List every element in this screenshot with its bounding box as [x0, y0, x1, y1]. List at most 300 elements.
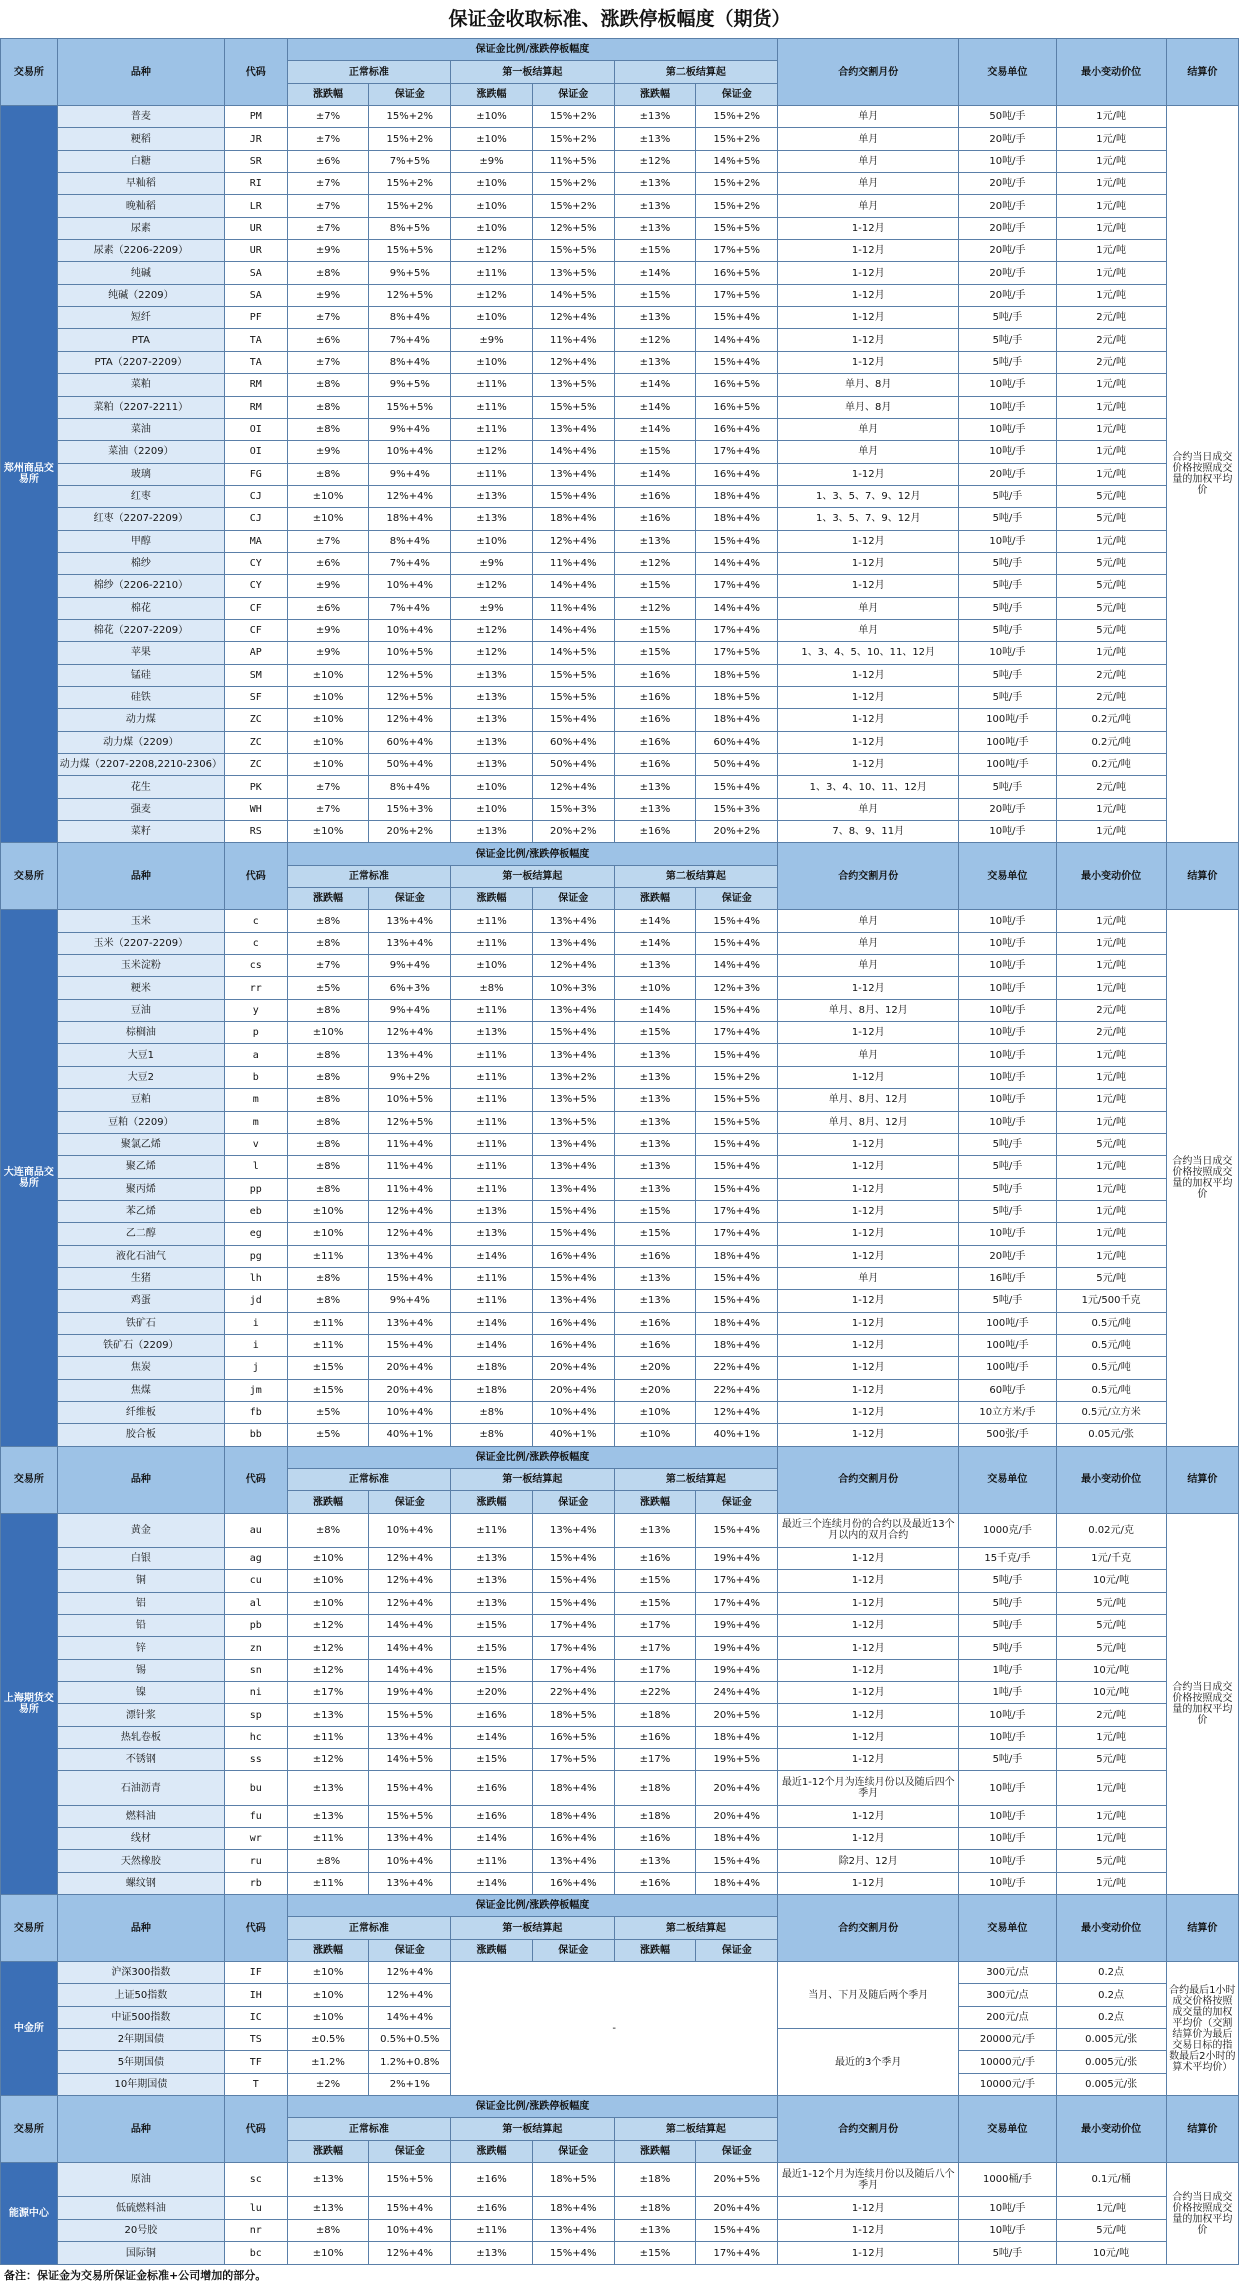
board1-limit-cell: ±10% [451, 106, 533, 128]
min-tick: 5元/吨 [1056, 1637, 1166, 1659]
header-margin: 保证金 [696, 2140, 778, 2162]
board1-limit-cell: ±18% [451, 1379, 533, 1401]
board1-margin-cell: 14%+4% [532, 441, 614, 463]
board1-limit-cell: ±13% [451, 508, 533, 530]
board2-margin-cell: 14%+4% [696, 329, 778, 351]
min-tick: 1元/吨 [1056, 642, 1166, 664]
delivery-months: 单月 [778, 150, 959, 172]
normal-margin-cell: 11%+4% [369, 1133, 451, 1155]
normal-margin-cell: 10%+4% [369, 575, 451, 597]
board2-margin-cell: 17%+4% [696, 1200, 778, 1222]
min-tick: 1元/吨 [1056, 106, 1166, 128]
board2-limit-cell: ±13% [614, 307, 696, 329]
board1-limit-cell: ±8% [451, 977, 533, 999]
header-limit: 涨跌幅 [451, 1491, 533, 1513]
product-name: 粳稻 [57, 128, 224, 150]
normal-margin-cell: 12%+4% [369, 1592, 451, 1614]
board1-margin-cell: 15%+2% [532, 173, 614, 195]
normal-limit-cell: ±9% [287, 642, 369, 664]
trade-unit: 5吨/手 [959, 485, 1056, 507]
board1-margin-cell: 15%+2% [532, 195, 614, 217]
delivery-months: 1-12月 [778, 1637, 959, 1659]
min-tick: 2元/吨 [1056, 686, 1166, 708]
header-normal: 正常标准 [287, 61, 450, 83]
product-code: hc [224, 1726, 287, 1748]
board2-margin-cell: 16%+5% [696, 262, 778, 284]
product-code: PK [224, 776, 287, 798]
product-code: i [224, 1334, 287, 1356]
board1-margin-cell: 12%+4% [532, 776, 614, 798]
normal-limit-cell: ±11% [287, 1334, 369, 1356]
board1-margin-cell: 11%+4% [532, 552, 614, 574]
product-name: 铜 [57, 1570, 224, 1592]
trade-unit: 5吨/手 [959, 552, 1056, 574]
delivery-months: 单月、8月、12月 [778, 1111, 959, 1133]
header-board1: 第一板结算起 [451, 2118, 614, 2140]
board1-margin-cell: 18%+5% [532, 2163, 614, 2197]
product-code: ZC [224, 709, 287, 731]
delivery-months: 1-12月 [778, 1334, 959, 1356]
min-tick: 1元/500千克 [1056, 1290, 1166, 1312]
trade-unit: 5吨/手 [959, 1156, 1056, 1178]
board1-margin-cell: 50%+4% [532, 754, 614, 776]
min-tick: 1元/吨 [1056, 441, 1166, 463]
board2-margin-cell: 15%+2% [696, 1066, 778, 1088]
board2-limit-cell: ±15% [614, 1022, 696, 1044]
product-name: 石油沥青 [57, 1771, 224, 1805]
product-name: 纤维板 [57, 1401, 224, 1423]
normal-margin-cell: 7%+5% [369, 150, 451, 172]
min-tick: 10元/吨 [1056, 1682, 1166, 1704]
trade-unit: 1吨/手 [959, 1659, 1056, 1681]
delivery-months: 单月、8月、12月 [778, 999, 959, 1021]
normal-limit-cell: ±8% [287, 463, 369, 485]
normal-margin-cell: 15%+2% [369, 173, 451, 195]
board1-margin-cell: 11%+4% [532, 597, 614, 619]
board1-limit-cell: ±11% [451, 1156, 533, 1178]
board1-limit-cell: ±14% [451, 1726, 533, 1748]
header-margin: 保证金 [696, 888, 778, 910]
product-name: 低硫燃料油 [57, 2197, 224, 2219]
board1-margin-cell: 14%+4% [532, 575, 614, 597]
board1-margin-cell: 15%+2% [532, 106, 614, 128]
trade-unit: 10吨/手 [959, 1771, 1056, 1805]
trade-unit: 10吨/手 [959, 1828, 1056, 1850]
trade-unit: 10吨/手 [959, 1223, 1056, 1245]
board2-margin-cell: 18%+5% [696, 686, 778, 708]
board1-limit-cell: ±11% [451, 1267, 533, 1289]
product-code: y [224, 999, 287, 1021]
board1-margin-cell: 15%+3% [532, 798, 614, 820]
normal-margin-cell: 9%+2% [369, 1066, 451, 1088]
header-limit: 涨跌幅 [614, 1491, 696, 1513]
normal-limit-cell: ±7% [287, 776, 369, 798]
delivery-months: 1-12月 [778, 1805, 959, 1827]
header-settle: 结算价 [1166, 1895, 1238, 1962]
normal-limit-cell: ±12% [287, 1637, 369, 1659]
min-tick: 1元/吨 [1056, 932, 1166, 954]
header-board1: 第一板结算起 [451, 61, 614, 83]
board2-margin-cell: 16%+4% [696, 463, 778, 485]
board1-margin-cell: 13%+2% [532, 1066, 614, 1088]
board1-limit-cell: ±10% [451, 351, 533, 373]
normal-margin-cell: 18%+4% [369, 508, 451, 530]
board2-margin-cell: 17%+4% [696, 619, 778, 641]
board1-margin-cell: 13%+4% [532, 932, 614, 954]
normal-margin-cell: 14%+4% [369, 1637, 451, 1659]
normal-limit-cell: ±11% [287, 1245, 369, 1267]
delivery-months: 最近的3个季月 [778, 2029, 959, 2096]
header-exchange: 交易所 [1, 39, 58, 106]
product-code: ru [224, 1850, 287, 1872]
delivery-months: 1-12月 [778, 1547, 959, 1569]
trade-unit: 5吨/手 [959, 1637, 1056, 1659]
board2-margin-cell: 15%+2% [696, 106, 778, 128]
trade-unit: 20吨/手 [959, 217, 1056, 239]
board1-margin-cell: 13%+4% [532, 1290, 614, 1312]
normal-margin-cell: 11%+4% [369, 1178, 451, 1200]
normal-limit-cell: ±10% [287, 731, 369, 753]
product-name: 豆粕 [57, 1089, 224, 1111]
header-board1: 第一板结算起 [451, 1469, 614, 1491]
header-board2: 第二板结算起 [614, 61, 778, 83]
board1-limit-cell: ±10% [451, 798, 533, 820]
board2-margin-cell: 15%+3% [696, 798, 778, 820]
normal-limit-cell: ±13% [287, 1805, 369, 1827]
board2-limit-cell: ±14% [614, 932, 696, 954]
product-code: RI [224, 173, 287, 195]
product-code: lu [224, 2197, 287, 2219]
board2-limit-cell: ±15% [614, 1223, 696, 1245]
normal-limit-cell: ±8% [287, 374, 369, 396]
board1-limit-cell: ±15% [451, 1749, 533, 1771]
board2-limit-cell: ±13% [614, 173, 696, 195]
normal-margin-cell: 8%+4% [369, 776, 451, 798]
board1-margin-cell: 13%+4% [532, 1044, 614, 1066]
board2-margin-cell: 20%+5% [696, 1704, 778, 1726]
board2-limit-cell: ±17% [614, 1637, 696, 1659]
normal-margin-cell: 13%+4% [369, 1726, 451, 1748]
board1-limit-cell: ±13% [451, 1200, 533, 1222]
min-tick: 1元/吨 [1056, 977, 1166, 999]
min-tick: 2元/吨 [1056, 307, 1166, 329]
board2-limit-cell: ±13% [614, 776, 696, 798]
product-code: CF [224, 597, 287, 619]
board1-limit-cell: ±15% [451, 1659, 533, 1681]
board1-margin-cell: 13%+5% [532, 1089, 614, 1111]
min-tick: 1元/吨 [1056, 396, 1166, 418]
product-name: 动力煤（2207-2208,2210-2306） [57, 754, 224, 776]
board2-margin-cell: 15%+4% [696, 1513, 778, 1547]
normal-limit-cell: ±10% [287, 2006, 369, 2028]
product-name: 乙二醇 [57, 1223, 224, 1245]
trade-unit: 1000克/手 [959, 1513, 1056, 1547]
normal-limit-cell: ±7% [287, 530, 369, 552]
normal-limit-cell: ±11% [287, 1726, 369, 1748]
board2-margin-cell: 15%+4% [696, 530, 778, 552]
board2-limit-cell: ±16% [614, 1334, 696, 1356]
product-name: 原油 [57, 2163, 224, 2197]
normal-limit-cell: ±8% [287, 418, 369, 440]
header-product: 品种 [57, 843, 224, 910]
delivery-months: 1-12月 [778, 1682, 959, 1704]
delivery-months: 单月、8月 [778, 374, 959, 396]
board1-margin-cell: 17%+4% [532, 1659, 614, 1681]
board1-margin-cell: 16%+4% [532, 1312, 614, 1334]
product-name: 生猪 [57, 1267, 224, 1289]
header-margin: 保证金 [369, 83, 451, 105]
board1-margin-cell: 16%+4% [532, 1245, 614, 1267]
board2-margin-cell: 18%+4% [696, 709, 778, 731]
product-name: 菜粕 [57, 374, 224, 396]
normal-margin-cell: 0.5%+0.5% [369, 2029, 451, 2051]
board1-margin-cell: 13%+4% [532, 418, 614, 440]
trade-unit: 5吨/手 [959, 307, 1056, 329]
product-code: JR [224, 128, 287, 150]
board1-limit-cell: ±8% [451, 1424, 533, 1446]
normal-limit-cell: ±8% [287, 1089, 369, 1111]
min-tick: 1元/吨 [1056, 1872, 1166, 1894]
trade-unit: 20吨/手 [959, 195, 1056, 217]
trade-unit: 20吨/手 [959, 463, 1056, 485]
header-delivery: 合约交割月份 [778, 39, 959, 106]
trade-unit: 10吨/手 [959, 441, 1056, 463]
board2-limit-cell: ±13% [614, 1178, 696, 1200]
board1-margin-cell: 15%+5% [532, 664, 614, 686]
trade-unit: 20吨/手 [959, 240, 1056, 262]
board1-margin-cell: 10%+4% [532, 1401, 614, 1423]
delivery-months: 单月、8月 [778, 396, 959, 418]
normal-limit-cell: ±12% [287, 1659, 369, 1681]
header-board2: 第二板结算起 [614, 1917, 778, 1939]
header-margin-group: 保证金比例/涨跌停板幅度 [287, 1446, 777, 1468]
board2-limit-cell: ±15% [614, 240, 696, 262]
min-tick: 5元/吨 [1056, 1850, 1166, 1872]
trade-unit: 100吨/手 [959, 709, 1056, 731]
board1-margin-cell: 15%+2% [532, 128, 614, 150]
board2-margin-cell: 50%+4% [696, 754, 778, 776]
product-name: 铅 [57, 1614, 224, 1636]
product-code: CJ [224, 508, 287, 530]
board2-margin-cell: 17%+4% [696, 1592, 778, 1614]
board1-margin-cell: 40%+1% [532, 1424, 614, 1446]
trade-unit: 5吨/手 [959, 575, 1056, 597]
settle-price-rule: 合约当日成交价格按照成交量的加权平均价 [1166, 1513, 1238, 1894]
page-title: 保证金收取标准、涨跌停板幅度（期货） [448, 8, 791, 30]
no-board-data: - [451, 1962, 778, 2096]
product-name: 动力煤 [57, 709, 224, 731]
header-limit: 涨跌幅 [287, 1939, 369, 1961]
product-code: bc [224, 2242, 287, 2265]
product-code: AP [224, 642, 287, 664]
normal-limit-cell: ±7% [287, 307, 369, 329]
normal-limit-cell: ±10% [287, 821, 369, 843]
board1-margin-cell: 16%+4% [532, 1828, 614, 1850]
board2-limit-cell: ±16% [614, 664, 696, 686]
board2-limit-cell: ±15% [614, 1592, 696, 1614]
delivery-months: 1-12月 [778, 2219, 959, 2241]
exchange-label: 大连商品交易所 [1, 910, 58, 1446]
header-margin: 保证金 [532, 2140, 614, 2162]
product-code: a [224, 1044, 287, 1066]
board1-limit-cell: ±11% [451, 932, 533, 954]
board2-limit-cell: ±12% [614, 552, 696, 574]
board2-margin-cell: 18%+4% [696, 1312, 778, 1334]
min-tick: 1元/吨 [1056, 1805, 1166, 1827]
board2-limit-cell: ±15% [614, 284, 696, 306]
board1-margin-cell: 12%+5% [532, 217, 614, 239]
trade-unit: 20吨/手 [959, 262, 1056, 284]
min-tick: 5元/吨 [1056, 1267, 1166, 1289]
min-tick: 1元/吨 [1056, 418, 1166, 440]
delivery-months: 1-12月 [778, 1178, 959, 1200]
board1-limit-cell: ±11% [451, 1133, 533, 1155]
board1-margin-cell: 12%+4% [532, 351, 614, 373]
product-name: 早籼稻 [57, 173, 224, 195]
header-margin: 保证金 [369, 1491, 451, 1513]
product-code: RM [224, 374, 287, 396]
delivery-months: 最近三个连续月份的合约以及最近13个月以内的双月合约 [778, 1513, 959, 1547]
normal-margin-cell: 13%+4% [369, 910, 451, 932]
trade-unit: 10吨/手 [959, 1726, 1056, 1748]
normal-limit-cell: ±10% [287, 1962, 369, 1984]
normal-margin-cell: 13%+4% [369, 1872, 451, 1894]
trade-unit: 10吨/手 [959, 2219, 1056, 2241]
normal-limit-cell: ±10% [287, 508, 369, 530]
settle-price-rule: 合约当日成交价格按照成交量的加权平均价 [1166, 106, 1238, 843]
product-code: pp [224, 1178, 287, 1200]
board2-limit-cell: ±13% [614, 217, 696, 239]
trade-unit: 5吨/手 [959, 597, 1056, 619]
min-tick: 2元/吨 [1056, 329, 1166, 351]
product-name: 螺纹钢 [57, 1872, 224, 1894]
delivery-months: 1-12月 [778, 731, 959, 753]
header-board1: 第一板结算起 [451, 1917, 614, 1939]
normal-limit-cell: ±7% [287, 217, 369, 239]
board2-limit-cell: ±13% [614, 1513, 696, 1547]
board1-margin-cell: 13%+5% [532, 262, 614, 284]
board1-margin-cell: 15%+4% [532, 1223, 614, 1245]
board1-margin-cell: 17%+4% [532, 1614, 614, 1636]
header-code: 代码 [224, 1446, 287, 1513]
trade-unit: 15千克/手 [959, 1547, 1056, 1569]
header-delivery: 合约交割月份 [778, 1895, 959, 1962]
header-delivery: 合约交割月份 [778, 2096, 959, 2163]
normal-margin-cell: 40%+1% [369, 1424, 451, 1446]
product-name: 焦煤 [57, 1379, 224, 1401]
board1-limit-cell: ±11% [451, 1089, 533, 1111]
min-tick: 1元/吨 [1056, 1111, 1166, 1133]
delivery-months: 单月 [778, 619, 959, 641]
product-name: 锡 [57, 1659, 224, 1681]
normal-margin-cell: 7%+4% [369, 329, 451, 351]
product-code: jm [224, 1379, 287, 1401]
min-tick: 10元/吨 [1056, 1570, 1166, 1592]
board1-margin-cell: 15%+4% [532, 485, 614, 507]
normal-limit-cell: ±10% [287, 686, 369, 708]
delivery-months: 1-12月 [778, 552, 959, 574]
board2-margin-cell: 20%+4% [696, 1771, 778, 1805]
board2-limit-cell: ±13% [614, 1111, 696, 1133]
header-normal: 正常标准 [287, 2118, 450, 2140]
board2-margin-cell: 15%+4% [696, 1850, 778, 1872]
product-name: 焦炭 [57, 1357, 224, 1379]
min-tick: 5元/吨 [1056, 508, 1166, 530]
header-margin: 保证金 [532, 83, 614, 105]
trade-unit: 10000元/手 [959, 2051, 1056, 2073]
header-limit: 涨跌幅 [614, 1939, 696, 1961]
normal-limit-cell: ±8% [287, 1850, 369, 1872]
min-tick: 0.5元/立方米 [1056, 1401, 1166, 1423]
product-code: lh [224, 1267, 287, 1289]
min-tick: 1元/吨 [1056, 1726, 1166, 1748]
delivery-months: 单月 [778, 106, 959, 128]
board1-margin-cell: 18%+5% [532, 1704, 614, 1726]
delivery-months: 1-12月 [778, 1614, 959, 1636]
product-name: 尿素（2206-2209） [57, 240, 224, 262]
normal-limit-cell: ±10% [287, 664, 369, 686]
exchange-label: 上海期货交易所 [1, 1513, 58, 1894]
min-tick: 0.2点 [1056, 1962, 1166, 1984]
board1-margin-cell: 20%+2% [532, 821, 614, 843]
normal-margin-cell: 9%+4% [369, 1290, 451, 1312]
min-tick: 0.5元/吨 [1056, 1357, 1166, 1379]
board2-margin-cell: 18%+4% [696, 1245, 778, 1267]
header-code: 代码 [224, 843, 287, 910]
product-name: 纯碱 [57, 262, 224, 284]
board2-margin-cell: 15%+4% [696, 910, 778, 932]
board1-limit-cell: ±9% [451, 597, 533, 619]
board2-limit-cell: ±13% [614, 128, 696, 150]
min-tick: 5元/吨 [1056, 1749, 1166, 1771]
trade-unit: 1吨/手 [959, 1682, 1056, 1704]
min-tick: 1元/吨 [1056, 910, 1166, 932]
normal-margin-cell: 13%+4% [369, 932, 451, 954]
board2-margin-cell: 20%+4% [696, 2197, 778, 2219]
product-name: 20号胶 [57, 2219, 224, 2241]
board2-margin-cell: 15%+4% [696, 1290, 778, 1312]
normal-margin-cell: 8%+4% [369, 530, 451, 552]
board1-limit-cell: ±11% [451, 396, 533, 418]
board1-margin-cell: 20%+4% [532, 1379, 614, 1401]
trade-unit: 5吨/手 [959, 2242, 1056, 2265]
header-tick: 最小变动价位 [1056, 1446, 1166, 1513]
header-margin-group: 保证金比例/涨跌停板幅度 [287, 39, 777, 61]
product-name: 天然橡胶 [57, 1850, 224, 1872]
product-code: eb [224, 1200, 287, 1222]
board2-limit-cell: ±13% [614, 106, 696, 128]
board2-margin-cell: 17%+4% [696, 1223, 778, 1245]
product-name: 国际铜 [57, 2242, 224, 2265]
normal-margin-cell: 14%+4% [369, 1659, 451, 1681]
normal-limit-cell: ±8% [287, 910, 369, 932]
margin-table [0, 38, 1239, 2265]
normal-margin-cell: 10%+4% [369, 2219, 451, 2241]
board2-limit-cell: ±13% [614, 1267, 696, 1289]
normal-limit-cell: ±5% [287, 977, 369, 999]
delivery-months: 1-12月 [778, 2197, 959, 2219]
product-code: j [224, 1357, 287, 1379]
delivery-months: 1-12月 [778, 1357, 959, 1379]
normal-margin-cell: 15%+2% [369, 195, 451, 217]
product-name: 棉花（2207-2209） [57, 619, 224, 641]
normal-limit-cell: ±10% [287, 1592, 369, 1614]
normal-limit-cell: ±8% [287, 1178, 369, 1200]
product-name: 棉花 [57, 597, 224, 619]
board1-margin-cell: 16%+4% [532, 1334, 614, 1356]
header-tick: 最小变动价位 [1056, 2096, 1166, 2163]
board1-limit-cell: ±11% [451, 1111, 533, 1133]
